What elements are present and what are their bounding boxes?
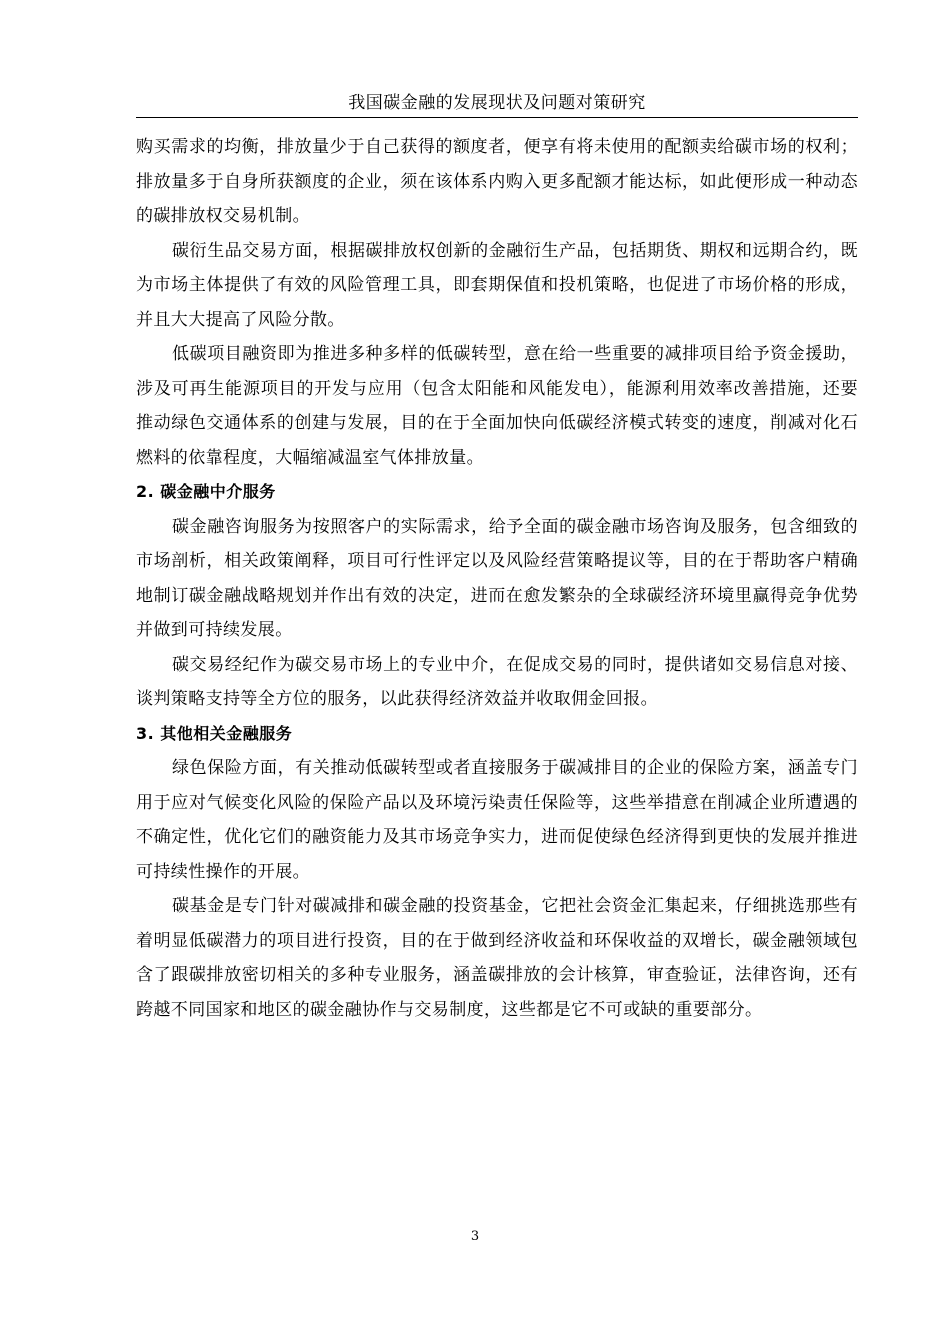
paragraph-carbon-derivatives: 碳衍生品交易方面，根据碳排放权创新的金融衍生产品，包括期货、期权和远期合约，既为市场主体提供了有效的风险管理工具，即套期保值和投机策略，也促进了市场价格的形成，并且大大提高了风险分散。 <box>136 240 858 330</box>
paragraph-green-insurance: 绿色保险方面，有关推动低碳转型或者直接服务于碳减排目的企业的保险方案，涵盖专门用于应对气候变化风险的保险产品以及环境污染责任保险等，这些举措意在削减企业所遭遇的不确定性，优化它们的融资能力及其市场竞争实力，进而促使绿色经济得到更快的发展并推进可持续性操作的开展。 <box>136 758 858 882</box>
document-body <box>136 130 858 1027</box>
paragraph-carbon-fund: 碳基金是专门针对碳减排和碳金融的投资基金，它把社会资金汇集起来，仔细挑选那些有着明显低碳潜力的项目进行投资，目的在于做到经济收益和环保收益的双增长，碳金融领域包含了跟碳排放密切相关的多种专业服务，涵盖碳排放的会计核算，审查验证，法律咨询，还有跨越不同国家和地区的碳金融协作与交易制度，这些都是它不可或缺的重要部分。 <box>136 896 858 1020</box>
page-header-title: 我国碳金融的发展现状及问题对策研究 <box>348 93 646 113</box>
page-number: 3 <box>470 1229 480 1244</box>
paragraph-carbon-consulting: 碳金融咨询服务为按照客户的实际需求，给予全面的碳金融市场咨询及服务，包含细致的市场剖析，相关政策阐释，项目可行性评定以及风险经营策略提议等，目的在于帮助客户精确地制订碳金融战略规划并作出有效的决定，进而在愈发繁杂的全球碳经济环境里赢得竞争优势并做到可持续发展。 <box>136 516 858 640</box>
paragraph-carbon-brokerage: 碳交易经纪作为碳交易市场上的专业中介，在促成交易的同时，提供诸如交易信息对接、谈判策略支持等全方位的服务，以此获得经济效益并收取佣金回报。 <box>136 654 858 709</box>
section-heading-other-services: 3. 其他相关金融服务 <box>136 723 293 743</box>
paragraph-continuation: 购买需求的均衡，排放量少于自己获得的额度者，便享有将未使用的配额卖给碳市场的权利；排放量多于自身所获额度的企业，须在该体系内购入更多配额才能达标，如此便形成一种动态的碳排放权交易机制。 <box>136 137 858 226</box>
paragraph-low-carbon-project-financing: 低碳项目融资即为推进多种多样的低碳转型，意在给一些重要的减排项目给予资金援助，涉及可再生能源项目的开发与应用（包含太阳能和风能发电），能源利用效率改善措施，还要推动绿色交通体系的创建与发展，目的在于全面加快向低碳经济模式转变的速度，削减对化石燃料的依靠程度，大幅缩减温室气体排放量。 <box>136 344 858 468</box>
header-divider <box>136 117 858 118</box>
section-heading-intermediary-services: 2. 碳金融中介服务 <box>136 482 276 501</box>
